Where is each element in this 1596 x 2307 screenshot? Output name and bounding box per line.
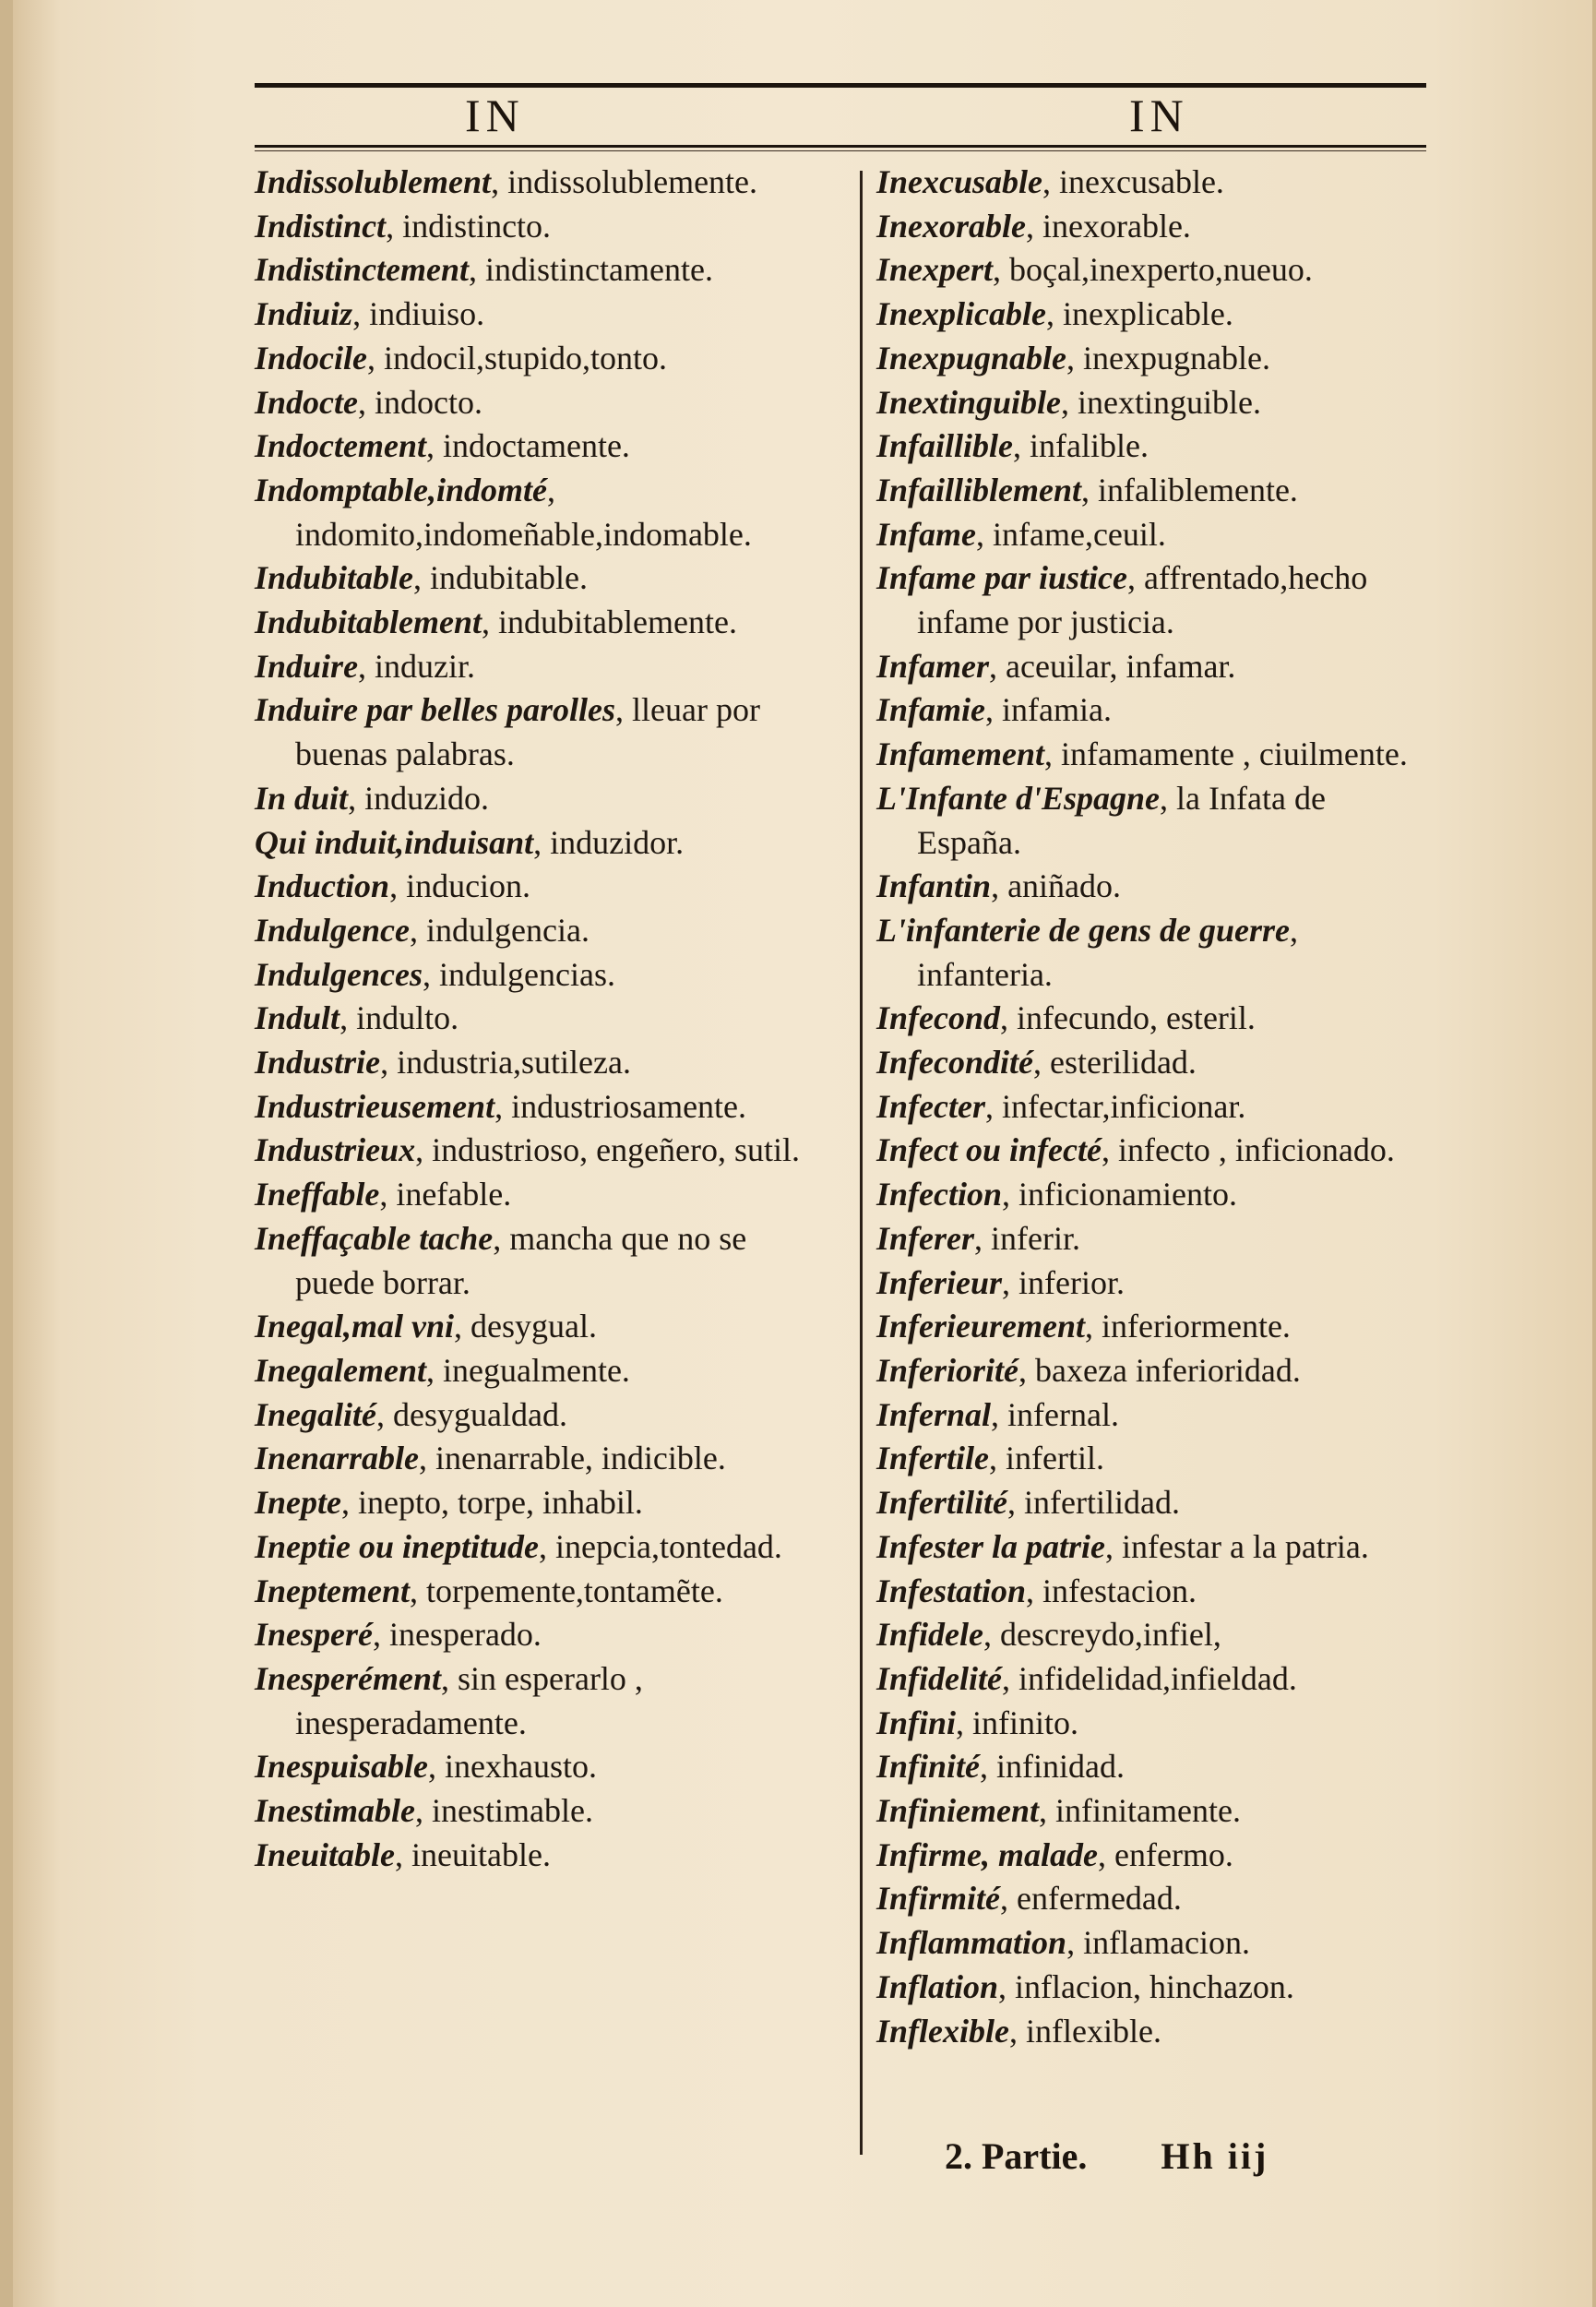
entry-definition: induzidor. [550, 823, 685, 861]
entry-definition: inexorable. [1042, 207, 1191, 245]
entry-headword: Inesperé [255, 1616, 373, 1654]
dictionary-entry: Ineptement, torpemente,tontamẽte. [255, 1572, 723, 1609]
dictionary-entry: Infidele, descreydo,infiel, [876, 1616, 1221, 1654]
entry-definition: desygualdad. [393, 1395, 567, 1433]
dictionary-entry: In duit, induzido. [255, 779, 490, 817]
dictionary-entry: Indulgence, indulgencia. [255, 911, 590, 949]
entry-definition: esterilidad. [1049, 1044, 1197, 1082]
entry-headword: Infester la patrie [876, 1527, 1105, 1565]
dictionary-entry: Inegalement, inegualmente. [255, 1351, 630, 1389]
dictionary-entry: Inferer, inferir. [876, 1219, 1080, 1257]
entry-headword: Inferieurement [876, 1308, 1086, 1345]
entry-definition: infecto , inficionado. [1117, 1131, 1395, 1169]
dictionary-entry: Ineffable, inefable. [255, 1176, 512, 1213]
dictionary-entry: Industrieusement, industriosamente. [255, 1087, 747, 1125]
dictionary-entry: Infernal, infernal. [876, 1395, 1119, 1433]
dictionary-entry: Infecter, infectar,inficionar. [876, 1087, 1246, 1125]
entry-definition: infestar a la patria. [1122, 1527, 1369, 1565]
entry-definition: mancha que no se puede borrar. [295, 1219, 747, 1301]
dictionary-entry: Inexcusable, inexcusable. [876, 163, 1224, 200]
dictionary-entry: Indoctement, indoctamente. [255, 427, 630, 465]
entry-headword: Infame par iustice [876, 559, 1128, 597]
entry-headword: Infaillible [876, 427, 1014, 465]
entry-headword: Ineffable [255, 1176, 380, 1213]
entry-headword: Infection [876, 1176, 1003, 1213]
dictionary-entry: Infertilité, infertilidad. [876, 1484, 1180, 1522]
entry-headword: Infernal [876, 1395, 992, 1433]
dictionary-entry: Indocte, indocto. [255, 383, 482, 421]
entry-headword: Inespuisable [255, 1748, 429, 1786]
dictionary-entry: Inferieurement, inferiormente. [876, 1308, 1291, 1345]
dictionary-entry: Infamer, aceuilar, infamar. [876, 647, 1236, 685]
entry-definition: infamamente , ciuilmente. [1061, 735, 1408, 773]
dictionary-entry: Industrieux, industrioso, engeñero, sutil. [255, 1131, 801, 1169]
entry-headword: Indubitable [255, 559, 414, 597]
entry-headword: Indissolublement [255, 163, 492, 200]
entry-definition: infamia. [1002, 691, 1112, 729]
entry-headword: Infamer [876, 647, 990, 685]
dictionary-entry: Induire par belles parolles, lleuar por buenas palabras. [255, 691, 760, 773]
dictionary-entry: Indissolublement, indissolublemente. [255, 163, 758, 200]
entry-definition: inexplicable. [1062, 295, 1233, 333]
dictionary-entry: Indubitablement, indubitablemente. [255, 604, 737, 641]
entry-definition: indistincto. [402, 207, 552, 245]
entry-headword: Infecondité [876, 1044, 1033, 1082]
dictionary-entry: Inepte, inepto, torpe, inhabil. [255, 1484, 643, 1522]
entry-definition: baxeza inferioridad. [1035, 1351, 1301, 1389]
signature-mark: Hh iij [1161, 2135, 1269, 2177]
dictionary-entry: Infester la patrie, infestar a la patria. [876, 1527, 1369, 1565]
entry-definition: inficionamiento. [1018, 1176, 1237, 1213]
entry-headword: Inexorable [876, 207, 1026, 245]
entry-headword: Inexpugnable [876, 339, 1067, 377]
entry-headword: Inenarrable [255, 1440, 420, 1477]
dictionary-entry: Indult, indulto. [255, 999, 459, 1037]
entry-headword: Industrieusement [255, 1087, 495, 1125]
entry-headword: Inflammation [876, 1924, 1067, 1962]
entry-definition: inflamacion. [1083, 1924, 1250, 1962]
entry-definition: inducion. [406, 867, 531, 905]
entry-headword: Inexplicable [876, 295, 1046, 333]
entry-definition: desygual. [470, 1308, 597, 1345]
entry-headword: Infamement [876, 735, 1045, 773]
entry-headword: Infertile [876, 1440, 989, 1477]
entry-definition: inflexible. [1025, 2012, 1161, 2050]
right-column [876, 161, 1430, 2053]
entry-definition: inferir. [991, 1219, 1080, 1257]
dictionary-entry: Ineuitable, ineuitable. [255, 1835, 551, 1873]
dictionary-entry: Inferiorité, baxeza inferioridad. [876, 1351, 1301, 1389]
entry-definition: infame,ceuil. [993, 515, 1166, 553]
entry-definition: indomito,indomeñable,indomable. [295, 515, 752, 553]
dictionary-entry: Inespuisable, inexhausto. [255, 1748, 598, 1786]
entry-definition: induzir. [375, 647, 476, 685]
dictionary-entry: Inesperément, sin esperarlo , inesperadamente. [255, 1659, 643, 1741]
entry-headword: Inestimable [255, 1792, 416, 1830]
entry-definition: inflacion, hinchazon. [1015, 1967, 1294, 2005]
dictionary-entry: Inestimable, inestimable. [255, 1792, 593, 1830]
dictionary-entry: Inextinguible, inextinguible. [876, 383, 1262, 421]
entry-definition: inexcusable. [1059, 163, 1224, 200]
entry-definition: indulto. [356, 999, 459, 1037]
entry-headword: Qui induit,induisant [255, 823, 534, 861]
part-label: 2. Partie. [945, 2135, 1088, 2177]
entry-headword: Induction [255, 867, 390, 905]
entry-definition: infertilidad. [1024, 1484, 1180, 1522]
entry-headword: Inflation [876, 1967, 999, 2005]
dictionary-entry: Inegal,mal vni, desygual. [255, 1308, 597, 1345]
dictionary-entry: Infamie, infamia. [876, 691, 1112, 729]
entry-definition: indistinctamente. [485, 251, 713, 289]
entry-definition: inepto, torpe, inhabil. [358, 1484, 643, 1522]
dictionary-entry: Infirmité, enfermedad. [876, 1880, 1182, 1918]
entry-definition: infinito. [972, 1703, 1079, 1741]
dictionary-entry: Inegalité, desygualdad. [255, 1395, 567, 1433]
entry-headword: Indulgence [255, 911, 411, 949]
dictionary-entry: Inflammation, inflamacion. [876, 1924, 1250, 1962]
entry-definition: industriosamente. [511, 1087, 747, 1125]
dictionary-entry: Inflation, inflacion, hinchazon. [876, 1967, 1294, 2005]
entry-headword: Indomptable,indomté [255, 471, 548, 508]
entry-headword: Infailliblement [876, 471, 1082, 508]
dictionary-entry: Ineptie ou ineptitude, inepcia,tontedad. [255, 1527, 782, 1565]
entry-headword: Indocte [255, 383, 358, 421]
entry-headword: Indoctement [255, 427, 426, 465]
entry-headword: Induire [255, 647, 359, 685]
dictionary-entry: Infini, infinito. [876, 1703, 1079, 1741]
entry-definition: indulgencias. [439, 955, 615, 993]
entry-definition: aceuilar, infamar. [1006, 647, 1236, 685]
entry-definition: infectar,inficionar. [1001, 1087, 1246, 1125]
entry-definition: aniñado. [1007, 867, 1122, 905]
entry-definition: inegualmente. [443, 1351, 630, 1389]
dictionary-entry: L'infanterie de gens de guerre, infanteria. [876, 911, 1298, 993]
entry-definition: inestimable. [432, 1792, 593, 1830]
entry-definition: infestacion. [1042, 1572, 1197, 1609]
entry-headword: Infame [876, 515, 976, 553]
dictionary-entry: Infecondité, esterilidad. [876, 1044, 1197, 1082]
entry-definition: affrentado,hecho infame por justicia. [917, 559, 1368, 641]
dictionary-entry: Infinité, infinidad. [876, 1748, 1126, 1786]
dictionary-entry: Inexpert, boçal,inexperto,nueuo. [876, 251, 1313, 289]
dictionary-entry: Infaillible, infalible. [876, 427, 1149, 465]
entry-definition: infinidad. [996, 1748, 1126, 1786]
dictionary-entry: Infect ou infecté, infecto , inficionado. [876, 1131, 1395, 1169]
entry-headword: Induire par belles parolles [255, 691, 616, 729]
entry-headword: Inepte [255, 1484, 341, 1522]
entry-headword: Infecter [876, 1087, 985, 1125]
entry-headword: Indubitablement [255, 604, 482, 641]
dictionary-entry: Qui induit,induisant, induzidor. [255, 823, 685, 861]
entry-definition: indissolublemente. [507, 163, 758, 200]
dictionary-entry: Indomptable,indomté, indomito,indomeñable,indomable. [255, 471, 752, 553]
entry-headword: Inflexible [876, 2012, 1009, 2050]
header-rule-thin [255, 150, 1426, 151]
entry-headword: Indistinctement [255, 251, 470, 289]
entry-definition: industrioso, engeñero, sutil. [432, 1131, 801, 1169]
dictionary-entry: Inenarrable, inenarrable, indicible. [255, 1440, 726, 1477]
entry-headword: L'infanterie de gens de guerre [876, 911, 1290, 949]
entry-headword: Indiuiz [255, 295, 353, 333]
entry-definition: enfermo. [1114, 1835, 1233, 1873]
column-divider [860, 171, 863, 2155]
running-head-left: IN [465, 90, 525, 141]
entry-headword: Indult [255, 999, 340, 1037]
dictionary-entry: Indocile, indocil,stupido,tonto. [255, 339, 668, 377]
entry-headword: Infecond [876, 999, 1000, 1037]
dictionary-entry: Infidelité, infidelidad,infieldad. [876, 1659, 1297, 1697]
entry-headword: Infirme, malade [876, 1835, 1098, 1873]
dictionary-entry: Indubitable, indubitable. [255, 559, 589, 597]
entry-headword: Industrie [255, 1044, 381, 1082]
dictionary-entry: Infantin, aniñado. [876, 867, 1122, 905]
entry-headword: Inextinguible [876, 383, 1062, 421]
entry-headword: Indulgences [255, 955, 423, 993]
entry-definition: inextinguible. [1078, 383, 1262, 421]
entry-definition: indocto. [375, 383, 482, 421]
dictionary-entry: Indistinctement, indistinctamente. [255, 251, 713, 289]
entry-headword: Inexpert [876, 251, 993, 289]
entry-headword: Indistinct [255, 207, 387, 245]
entry-definition: inenarrable, indicible. [435, 1440, 726, 1477]
dictionary-entry: L'Infante d'Espagne, la Infata de España. [876, 779, 1326, 861]
entry-headword: Infidelité [876, 1659, 1002, 1697]
entry-headword: Inferer [876, 1219, 974, 1257]
entry-headword: Infinité [876, 1748, 981, 1786]
entry-headword: Infect ou infecté [876, 1131, 1102, 1169]
dictionary-entry: Indistinct, indistincto. [255, 207, 552, 245]
entry-headword: Inegal,mal vni [255, 1308, 455, 1345]
entry-headword: L'Infante d'Espagne [876, 779, 1161, 817]
top-rule [255, 83, 1426, 88]
entry-definition: inexhausto. [445, 1748, 598, 1786]
entry-headword: Ineptie ou ineptitude [255, 1527, 540, 1565]
book-page [13, 0, 1592, 2307]
entry-definition: lleuar por buenas palabras. [295, 691, 760, 773]
dictionary-entry: Inexorable, inexorable. [876, 207, 1191, 245]
entry-headword: Inegalité [255, 1395, 376, 1433]
entry-definition: inexpugnable. [1083, 339, 1270, 377]
entry-definition: inferiormente. [1102, 1308, 1291, 1345]
dictionary-entry: Inferieur, inferior. [876, 1263, 1125, 1301]
entry-definition: inesperado. [389, 1616, 542, 1654]
dictionary-entry: Infirme, malade, enfermo. [876, 1835, 1233, 1873]
entry-headword: Infirmité [876, 1880, 1001, 1918]
entry-definition: descreydo,infiel, [999, 1616, 1221, 1654]
entry-headword: Inferiorité [876, 1351, 1019, 1389]
dictionary-entry: Inexpugnable, inexpugnable. [876, 339, 1270, 377]
dictionary-entry: Industrie, industria,sutileza. [255, 1044, 631, 1082]
entry-headword: Inexcusable [876, 163, 1042, 200]
entry-definition: torpemente,tontamẽte. [426, 1572, 723, 1609]
entry-definition: la Infata de España. [917, 779, 1326, 861]
dictionary-entry: Indulgences, indulgencias. [255, 955, 615, 993]
entry-definition: infalible. [1030, 427, 1149, 465]
entry-headword: Ineptement [255, 1572, 410, 1609]
dictionary-entry: Infection, inficionamiento. [876, 1176, 1237, 1213]
entry-headword: Indocile [255, 339, 367, 377]
dictionary-entry: Infecond, infecundo, esteril. [876, 999, 1256, 1037]
entry-definition: inepcia,tontedad. [555, 1527, 782, 1565]
entry-headword: Infantin [876, 867, 992, 905]
entry-definition: induzido. [364, 779, 490, 817]
entry-headword: Industrieux [255, 1131, 416, 1169]
dictionary-entry: Inflexible, inflexible. [876, 2012, 1161, 2050]
entry-definition: indoctamente. [443, 427, 630, 465]
left-column [255, 161, 819, 1877]
entry-headword: Ineffaçable tache [255, 1219, 494, 1257]
entry-definition: infanteria. [917, 955, 1053, 993]
entry-definition: enfermedad. [1017, 1880, 1182, 1918]
entry-definition: industria,sutileza. [397, 1044, 631, 1082]
dictionary-entry: Infailliblement, infaliblemente. [876, 471, 1298, 508]
entry-definition: infinitamente. [1055, 1792, 1241, 1830]
entry-headword: Inegalement [255, 1351, 426, 1389]
dictionary-entry: Inexplicable, inexplicable. [876, 295, 1233, 333]
dictionary-entry: Indiuiz, indiuiso. [255, 295, 485, 333]
entry-headword: Infamie [876, 691, 986, 729]
entry-definition: infidelidad,infieldad. [1018, 1659, 1297, 1697]
dictionary-entry: Infiniement, infinitamente. [876, 1792, 1241, 1830]
dictionary-entry: Infestation, infestacion. [876, 1572, 1197, 1609]
entry-definition: indubitablemente. [498, 604, 737, 641]
page-footer [945, 2134, 1268, 2178]
dictionary-entry: Induire, induzir. [255, 647, 476, 685]
entry-definition: infaliblemente. [1098, 471, 1298, 508]
entry-headword: Infidele [876, 1616, 983, 1654]
entry-headword: Inesperément [255, 1659, 441, 1697]
entry-definition: indulgencia. [426, 911, 590, 949]
entry-definition: infertil. [1006, 1440, 1104, 1477]
dictionary-entry: Infertile, infertil. [876, 1440, 1104, 1477]
entry-definition: indiuiso. [369, 295, 485, 333]
entry-definition: infecundo, esteril. [1017, 999, 1256, 1037]
dictionary-entry: Infamement, infamamente , ciuilmente. [876, 735, 1408, 773]
entry-definition: infernal. [1007, 1395, 1119, 1433]
dictionary-entry: Ineffaçable tache, mancha que no se puede borrar. [255, 1219, 747, 1301]
entry-headword: Ineuitable [255, 1835, 396, 1873]
entry-headword: In duit [255, 779, 349, 817]
dictionary-entry: Infame, infame,ceuil. [876, 515, 1166, 553]
entry-definition: inferior. [1018, 1263, 1125, 1301]
dictionary-entry: Infame par iustice, affrentado,hecho infame por justicia. [876, 559, 1368, 641]
entry-definition: inefable. [396, 1176, 512, 1213]
header-rule [255, 145, 1426, 148]
entry-headword: Infestation [876, 1572, 1027, 1609]
dictionary-entry: Induction, inducion. [255, 867, 531, 905]
entry-definition: ineuitable. [411, 1835, 551, 1873]
entry-definition: indocil,stupido,tonto. [384, 339, 668, 377]
entry-definition: boçal,inexperto,nueuo. [1009, 251, 1313, 289]
entry-definition: sin esperarlo , inesperadamente. [295, 1659, 643, 1741]
entry-headword: Inferieur [876, 1263, 1003, 1301]
running-head-right: IN [1129, 90, 1189, 141]
entry-headword: Infertilité [876, 1484, 1007, 1522]
entry-definition: indubitable. [430, 559, 589, 597]
dictionary-entry: Inesperé, inesperado. [255, 1616, 542, 1654]
entry-headword: Infini [876, 1703, 957, 1741]
entry-headword: Infiniement [876, 1792, 1040, 1830]
